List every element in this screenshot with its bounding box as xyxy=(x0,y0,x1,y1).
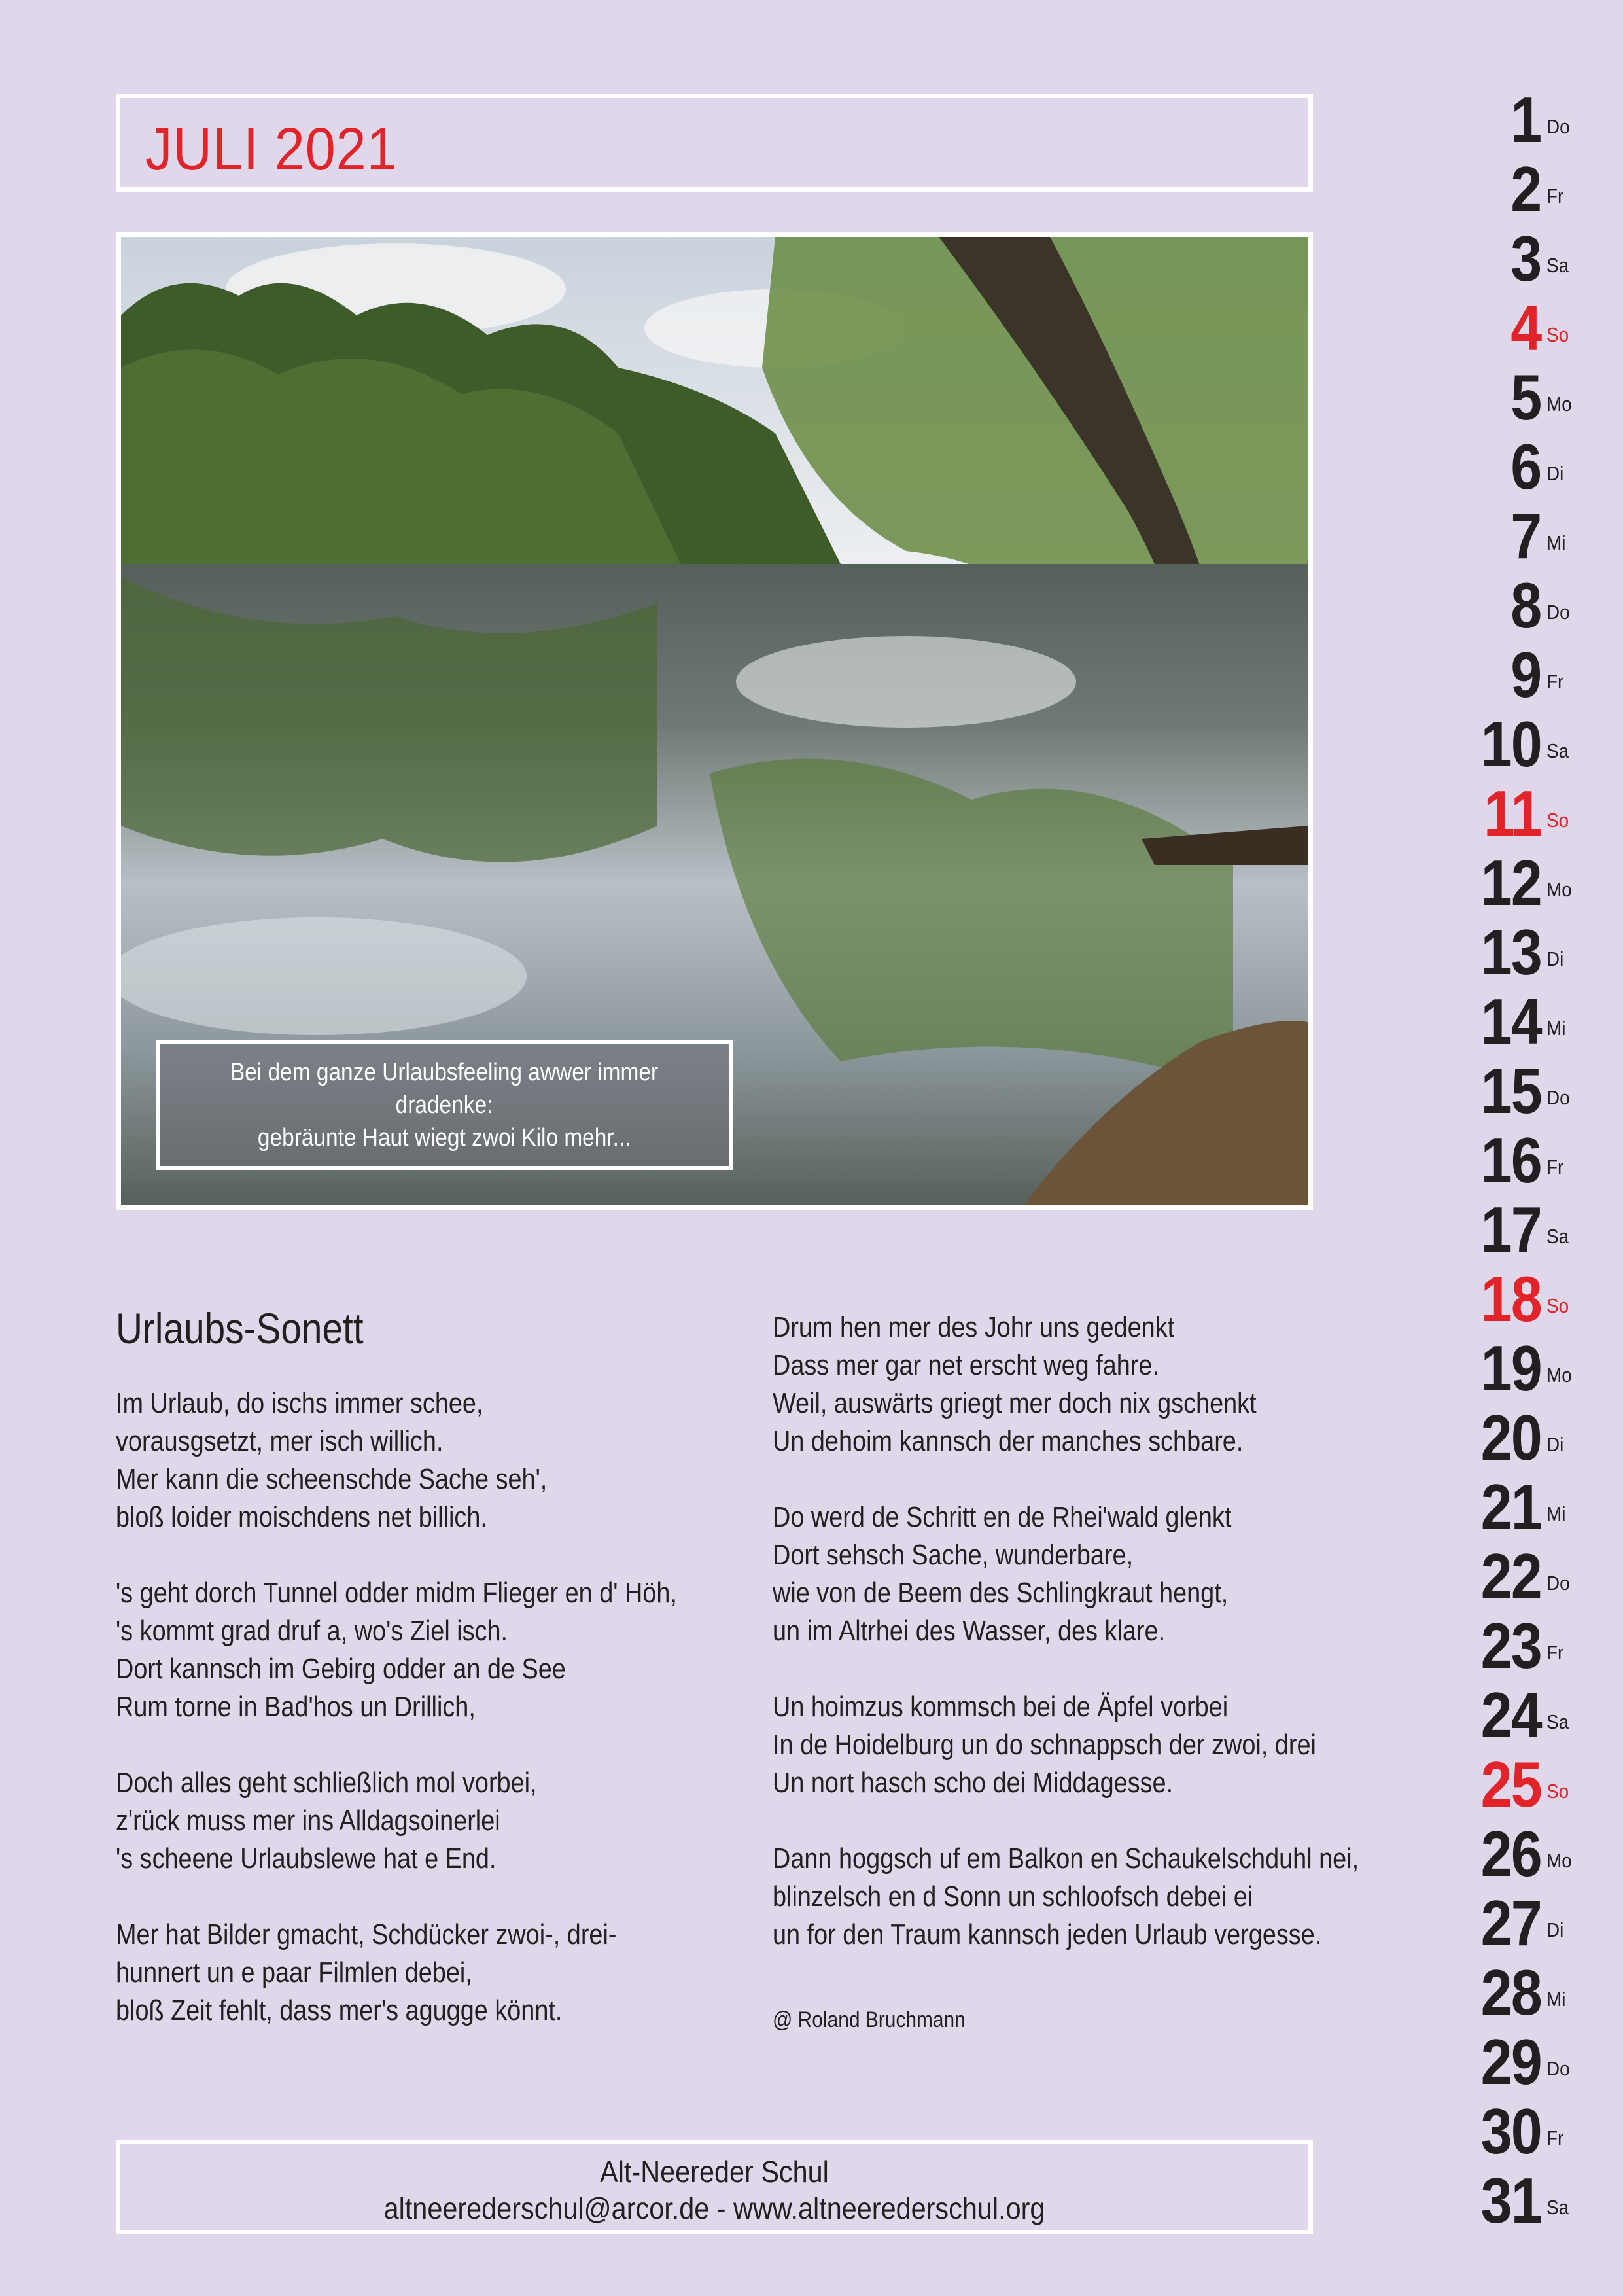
weekday-label: Fr xyxy=(1546,1641,1564,1664)
poem-line: Mer hat Bilder gmacht, Schdücker zwoi-, drei- xyxy=(116,1918,617,1951)
weekday-label: So xyxy=(1546,1780,1569,1803)
weekday-label: Do xyxy=(1546,2057,1570,2080)
weekday-label: Mo xyxy=(1546,878,1572,901)
weekday-label: Sa xyxy=(1546,739,1569,762)
poem-line: Drum hen mer des Johr uns gedenkt xyxy=(773,1311,1175,1343)
weekday-label: Di xyxy=(1546,947,1564,970)
day-number: 13 xyxy=(1480,916,1541,988)
calendar-day xyxy=(1439,1748,1623,1818)
day-number: 3 xyxy=(1510,222,1541,294)
calendar-day xyxy=(1439,847,1623,919)
stanza-gap xyxy=(116,1536,677,1574)
weekday-label: Sa xyxy=(1546,1225,1569,1248)
day-number: 14 xyxy=(1480,985,1541,1057)
calendar-day-column xyxy=(1439,84,1623,2234)
poem-line: 's kommt grad druf a, wo's Ziel isch. xyxy=(116,1615,508,1647)
calendar-day xyxy=(1439,639,1623,711)
day-number: 11 xyxy=(1484,777,1541,849)
poem-line: bloß Zeit fehlt, dass mer's agugge könnt. xyxy=(116,1994,563,2026)
calendar-day xyxy=(1439,1471,1623,1543)
calendar-day xyxy=(1439,2026,1623,2098)
day-number: 23 xyxy=(1480,1610,1541,1682)
calendar-day xyxy=(1439,1610,1623,1682)
stanza-gap xyxy=(773,1802,1359,1840)
weekday-label: Di xyxy=(1546,1918,1564,1941)
footer-contact: altneerederschul@arcor.de - www.altneerederschul.org xyxy=(383,2191,1045,2225)
day-number: 9 xyxy=(1510,639,1541,711)
weekday-label: So xyxy=(1546,1294,1569,1317)
poem-right-column xyxy=(773,1309,1359,1954)
day-number: 12 xyxy=(1480,847,1541,919)
calendar-day xyxy=(1439,222,1623,292)
poem-line: Rum torne in Bad'hos un Drillich, xyxy=(116,1691,476,1723)
copyright-note: @ Roland Bruchmann xyxy=(773,2007,966,2032)
day-number: 4 xyxy=(1510,292,1541,364)
caption-line: gebräunte Haut wiegt zwoi Kilo mehr... xyxy=(257,1124,631,1152)
calendar-day xyxy=(1439,2095,1623,2167)
weekday-label: Do xyxy=(1546,1572,1570,1595)
day-number: 19 xyxy=(1480,1332,1541,1404)
calendar-day xyxy=(1439,1193,1623,1263)
poem-line: Dort kannsch im Gebirg odder an de See xyxy=(116,1653,566,1685)
poem-line: un im Altrhei des Wasser, des klare. xyxy=(773,1615,1166,1647)
day-number: 20 xyxy=(1480,1402,1541,1474)
poem-line: Weil, auswärts griegt mer doch nix gschenkt xyxy=(773,1387,1257,1419)
calendar-day xyxy=(1439,84,1623,156)
weekday-label: Mi xyxy=(1546,1017,1566,1040)
caption-line: Bei dem ganze Urlaubsfeeling awwer immer dradenke: xyxy=(230,1059,659,1119)
weekday-label: Mo xyxy=(1546,393,1572,415)
weekday-label: Fr xyxy=(1546,670,1564,693)
calendar-day xyxy=(1439,777,1623,847)
weekday-label: Mo xyxy=(1546,1364,1572,1386)
weekday-label: So xyxy=(1546,323,1569,346)
day-number: 21 xyxy=(1480,1471,1541,1543)
title-box xyxy=(116,94,1313,192)
poem-line: vorausgsetzt, mer isch willich. xyxy=(116,1425,444,1457)
poem-line: Dass mer gar net erscht weg fahre. xyxy=(773,1349,1159,1381)
day-number: 17 xyxy=(1480,1193,1541,1265)
footer-name: Alt-Neereder Schul xyxy=(600,2155,829,2189)
poem-line: In de Hoidelburg un do schnappsch der zwoi, drei xyxy=(773,1729,1316,1761)
stanza-gap xyxy=(773,1460,1359,1498)
calendar-day xyxy=(1439,1818,1623,1890)
calendar-day xyxy=(1439,361,1623,431)
calendar-day xyxy=(1439,1540,1623,1610)
day-number: 10 xyxy=(1480,708,1541,780)
poem-line: Un dehoim kannsch der manches schbare. xyxy=(773,1425,1244,1457)
calendar-day xyxy=(1439,985,1623,1055)
weekday-label: Mi xyxy=(1546,1988,1566,2011)
poem-line: Do werd de Schritt en de Rhei'wald glenkt xyxy=(773,1501,1232,1533)
calendar-day xyxy=(1439,1055,1623,1127)
day-number: 1 xyxy=(1510,84,1541,156)
poem-line: Mer kann die scheenschde Sache seh', xyxy=(116,1463,548,1495)
weekday-label: Mi xyxy=(1546,531,1566,554)
poem-line: 's scheene Urlaubslewe hat e End. xyxy=(116,1843,497,1875)
weekday-label: Fr xyxy=(1546,1156,1564,1178)
day-number: 25 xyxy=(1480,1748,1541,1820)
weekday-label: Sa xyxy=(1546,2196,1569,2219)
weekday-label: Mi xyxy=(1546,1502,1566,1525)
calendar-day xyxy=(1439,1263,1623,1335)
poem-line: Doch alles geht schließlich mol vorbei, xyxy=(116,1767,537,1799)
poem-line: 's geht dorch Tunnel odder midm Flieger en d' Höh, xyxy=(116,1577,677,1609)
day-number: 5 xyxy=(1510,361,1541,433)
calendar-day xyxy=(1439,153,1623,225)
stanza-gap xyxy=(116,1726,677,1764)
poem-line: hunnert un e paar Filmlen debei, xyxy=(116,1956,472,1988)
weekday-label: Fr xyxy=(1546,2127,1564,2149)
day-number: 16 xyxy=(1480,1124,1541,1196)
calendar-day xyxy=(1439,500,1623,572)
calendar-day xyxy=(1439,569,1623,639)
weekday-label: Do xyxy=(1546,601,1570,624)
calendar-day xyxy=(1439,1124,1623,1196)
poem-title: Urlaubs-Sonett xyxy=(116,1304,364,1352)
poem-line: un for den Traum kannsch jeden Urlaub vergesse. xyxy=(773,1918,1322,1951)
calendar-day xyxy=(1439,1402,1623,1474)
day-number: 2 xyxy=(1510,153,1541,225)
poem-line: Im Urlaub, do ischs immer schee, xyxy=(116,1387,483,1419)
day-number: 15 xyxy=(1480,1055,1541,1127)
day-number: 18 xyxy=(1480,1263,1541,1335)
poem-line: Dort sehsch Sache, wunderbare, xyxy=(773,1539,1134,1571)
calendar-day xyxy=(1439,916,1623,988)
calendar-day xyxy=(1439,292,1623,364)
weekday-label: So xyxy=(1546,809,1569,832)
poem-line: z'rück muss mer ins Alldagsoinerlei xyxy=(116,1805,500,1837)
stanza-gap xyxy=(116,1878,677,1916)
weekday-label: Mo xyxy=(1546,1849,1572,1872)
stanza-gap xyxy=(773,1650,1359,1688)
calendar-day xyxy=(1439,1679,1623,1751)
weekday-label: Sa xyxy=(1546,1710,1569,1733)
footer-box xyxy=(116,2140,1313,2234)
calendar-day xyxy=(1439,431,1623,503)
day-number: 30 xyxy=(1480,2095,1541,2167)
calendar-day xyxy=(1439,1956,1623,2026)
day-number: 6 xyxy=(1510,431,1541,503)
day-number: 7 xyxy=(1510,500,1541,572)
calendar-day xyxy=(1439,1332,1623,1402)
day-number: 22 xyxy=(1480,1540,1541,1612)
day-number: 31 xyxy=(1480,2164,1541,2236)
weekday-label: Sa xyxy=(1546,254,1569,277)
weekday-label: Di xyxy=(1546,462,1564,485)
day-number: 28 xyxy=(1480,1956,1541,2028)
day-number: 26 xyxy=(1480,1818,1541,1890)
poem-line: Un nort hasch scho dei Middagesse. xyxy=(773,1767,1174,1799)
poem-line: Un hoimzus kommsch bei de Äpfel vorbei xyxy=(773,1691,1229,1723)
day-number: 24 xyxy=(1480,1679,1541,1751)
page-title: JULI 2021 xyxy=(145,116,398,183)
calendar-day xyxy=(1439,1887,1623,1959)
poem-line: blinzelsch en d Sonn un schloofsch debei ei xyxy=(773,1881,1253,1913)
calendar-day xyxy=(1439,708,1623,780)
weekday-label: Do xyxy=(1546,1086,1570,1109)
photo-caption xyxy=(156,1040,733,1170)
poem-line: bloß loider moischdens net billich. xyxy=(116,1501,487,1533)
day-number: 8 xyxy=(1510,569,1541,641)
weekday-label: Do xyxy=(1546,115,1570,138)
poem-left-column xyxy=(116,1385,677,2030)
day-number: 27 xyxy=(1480,1887,1541,1959)
poem-line: Dann hoggsch uf em Balkon en Schaukelschduhl nei, xyxy=(773,1843,1359,1875)
weekday-label: Di xyxy=(1546,1433,1564,1456)
day-number: 29 xyxy=(1480,2026,1541,2098)
calendar-day xyxy=(1439,2164,1623,2234)
poem-line: wie von de Beem des Schlingkraut hengt, xyxy=(773,1577,1229,1609)
weekday-label: Fr xyxy=(1546,185,1564,207)
